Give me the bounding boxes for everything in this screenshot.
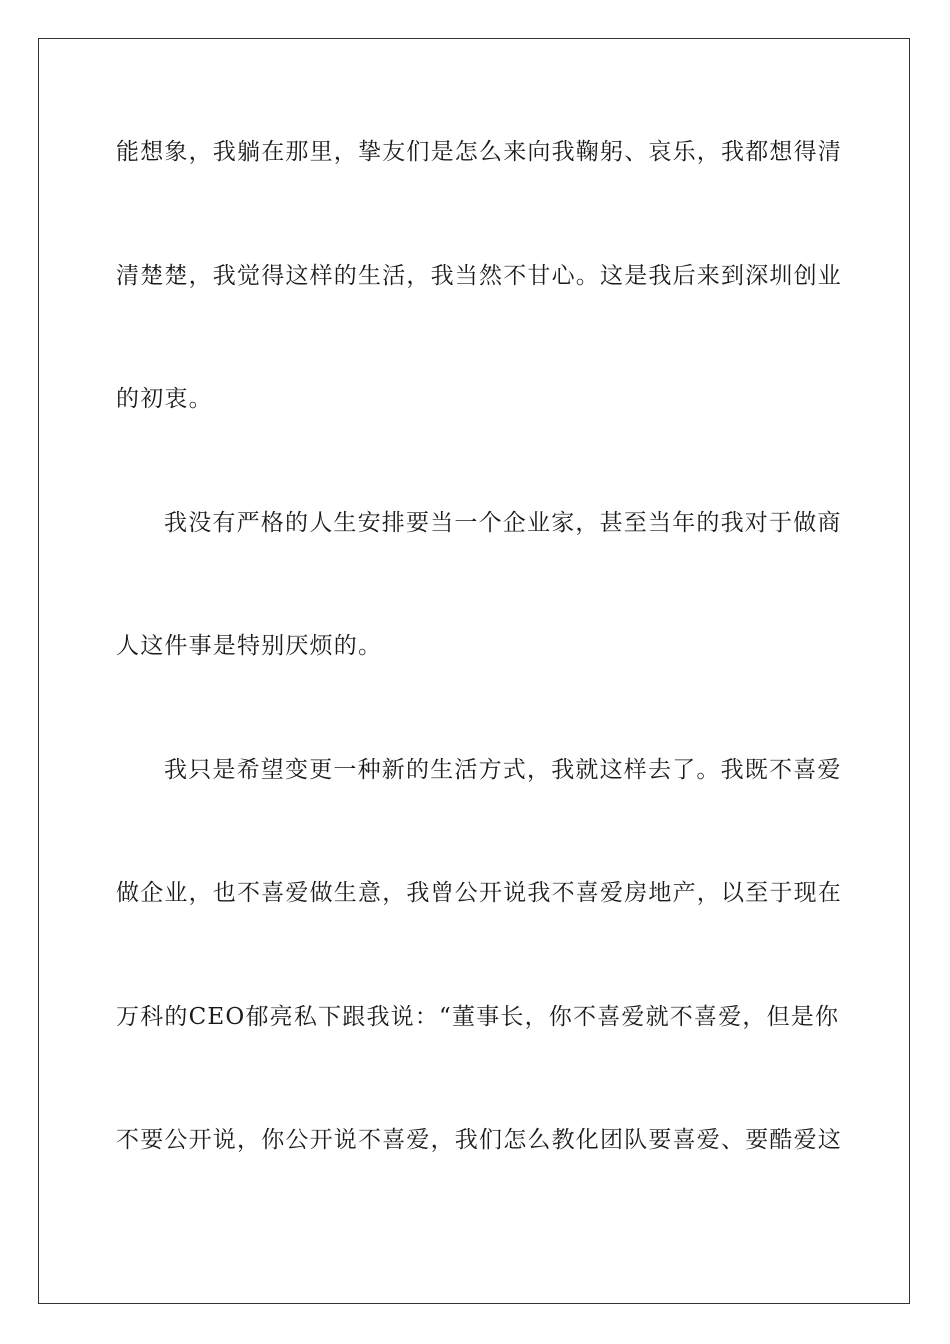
text-line-3: 的初衷。 <box>116 386 213 412</box>
text-line-1: 能想象，我躺在那里，挚友们是怎么来向我鞠躬、哀乐，我都想得清 <box>116 139 842 165</box>
text-line-8: 万科的CEO郁亮私下跟我说：“董事长，你不喜爱就不喜爱，但是你 <box>116 1004 840 1030</box>
text-line-9: 不要公开说，你公开说不喜爱，我们怎么教化团队要喜爱、要酷爱这 <box>116 1127 842 1153</box>
text-line-6: 我只是希望变更一种新的生活方式，我就这样去了。我既不喜爱 <box>164 757 842 783</box>
page-border <box>38 38 910 1304</box>
text-line-4: 我没有严格的人生安排要当一个企业家，甚至当年的我对于做商 <box>164 510 842 536</box>
text-line-5: 人这件事是特别厌烦的。 <box>116 633 383 659</box>
text-line-7: 做企业，也不喜爱做生意，我曾公开说我不喜爱房地产，以至于现在 <box>116 880 842 906</box>
text-line-2: 清楚楚，我觉得这样的生活，我当然不甘心。这是我后来到深圳创业 <box>116 263 842 289</box>
